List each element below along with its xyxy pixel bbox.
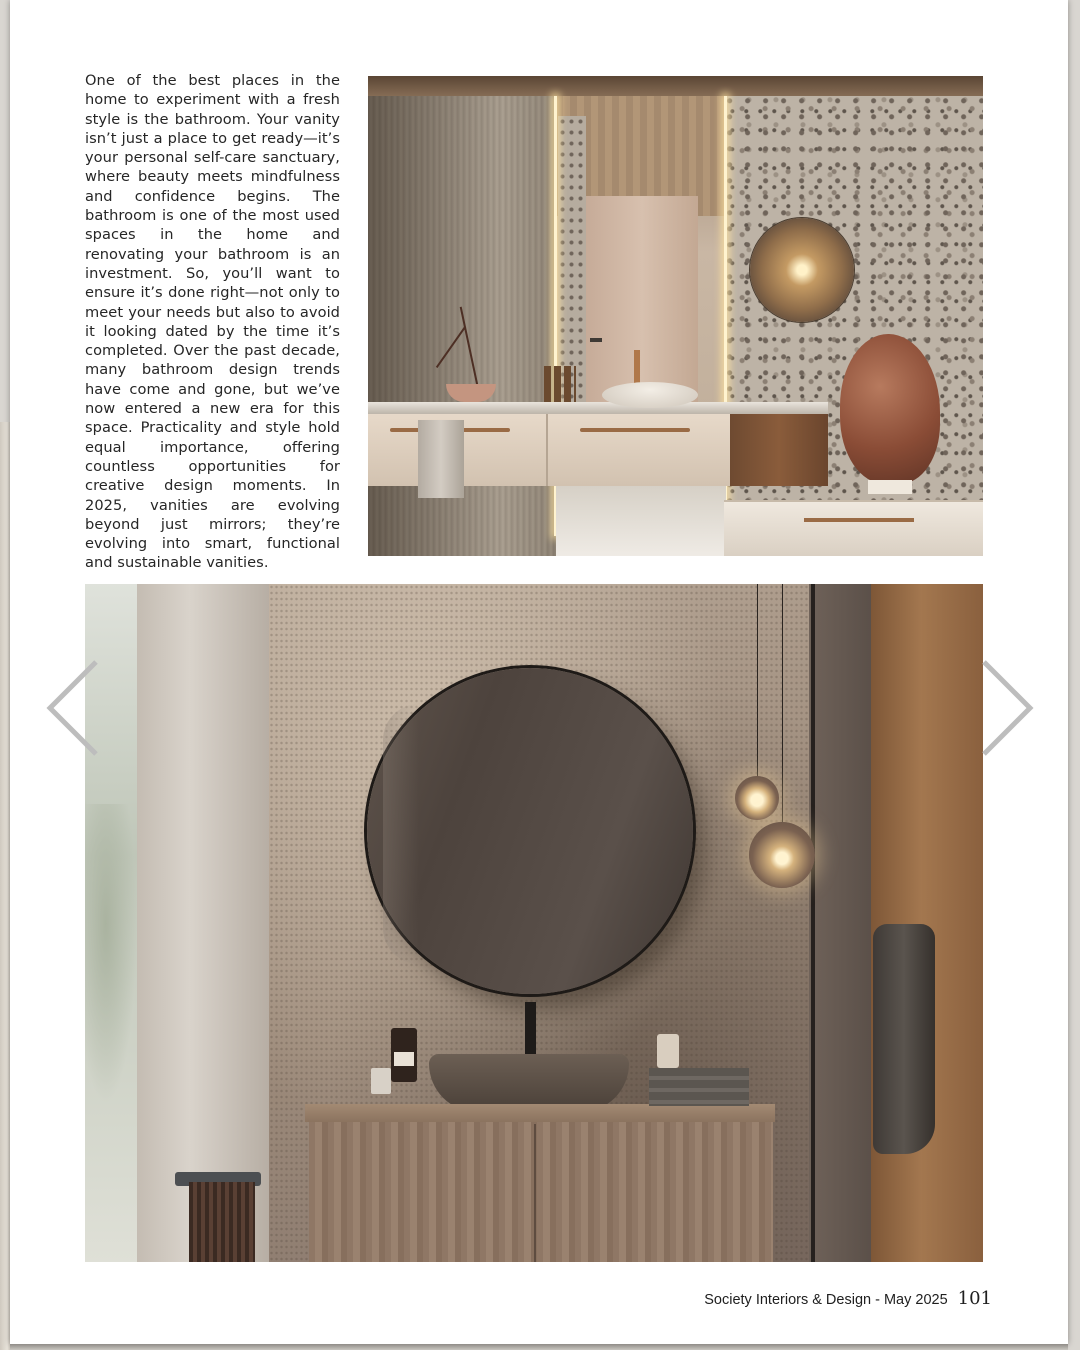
page-number: 101 <box>957 1288 992 1309</box>
next-page-button[interactable] <box>980 658 1040 758</box>
page-bottom-edge <box>10 1344 1068 1350</box>
chevron-right-icon <box>980 658 1040 758</box>
vanity-photo-top <box>368 76 983 556</box>
publication-credit: Society Interiors & Design - May 2025 <box>704 1292 948 1308</box>
chevron-left-icon <box>40 658 100 758</box>
pendant-light <box>749 822 815 888</box>
page-footer <box>704 1288 992 1309</box>
previous-page-button[interactable] <box>40 658 100 758</box>
vanity-photo-bottom <box>85 584 983 1262</box>
wall-lamp <box>750 218 854 322</box>
article-body-text: One of the best places in the home to experiment with a fresh style is the bathroom. Your vanity isn’t just a place to get ready—it’s your personal self-care sanctuary, where beauty meets mindfulness and confidence begins. The bathroom is one of the most used spaces in the home and renovating your bathroom is an investment. So, you’ll want to ensure it’s done right—not only to meet your needs but also to avoid it looking dated by the time it’s completed. Over the past decade, many bathroom design trends have come and gone, but we’ve now entered a new era for this space. Practicality and style hold equal importance, offering countless opportunities for creative design moments. In 2025, vanities are evolving beyond just mirrors; they’re evolving into smart, functional and sustainable vanities. <box>85 72 340 572</box>
pendant-light <box>735 776 779 820</box>
